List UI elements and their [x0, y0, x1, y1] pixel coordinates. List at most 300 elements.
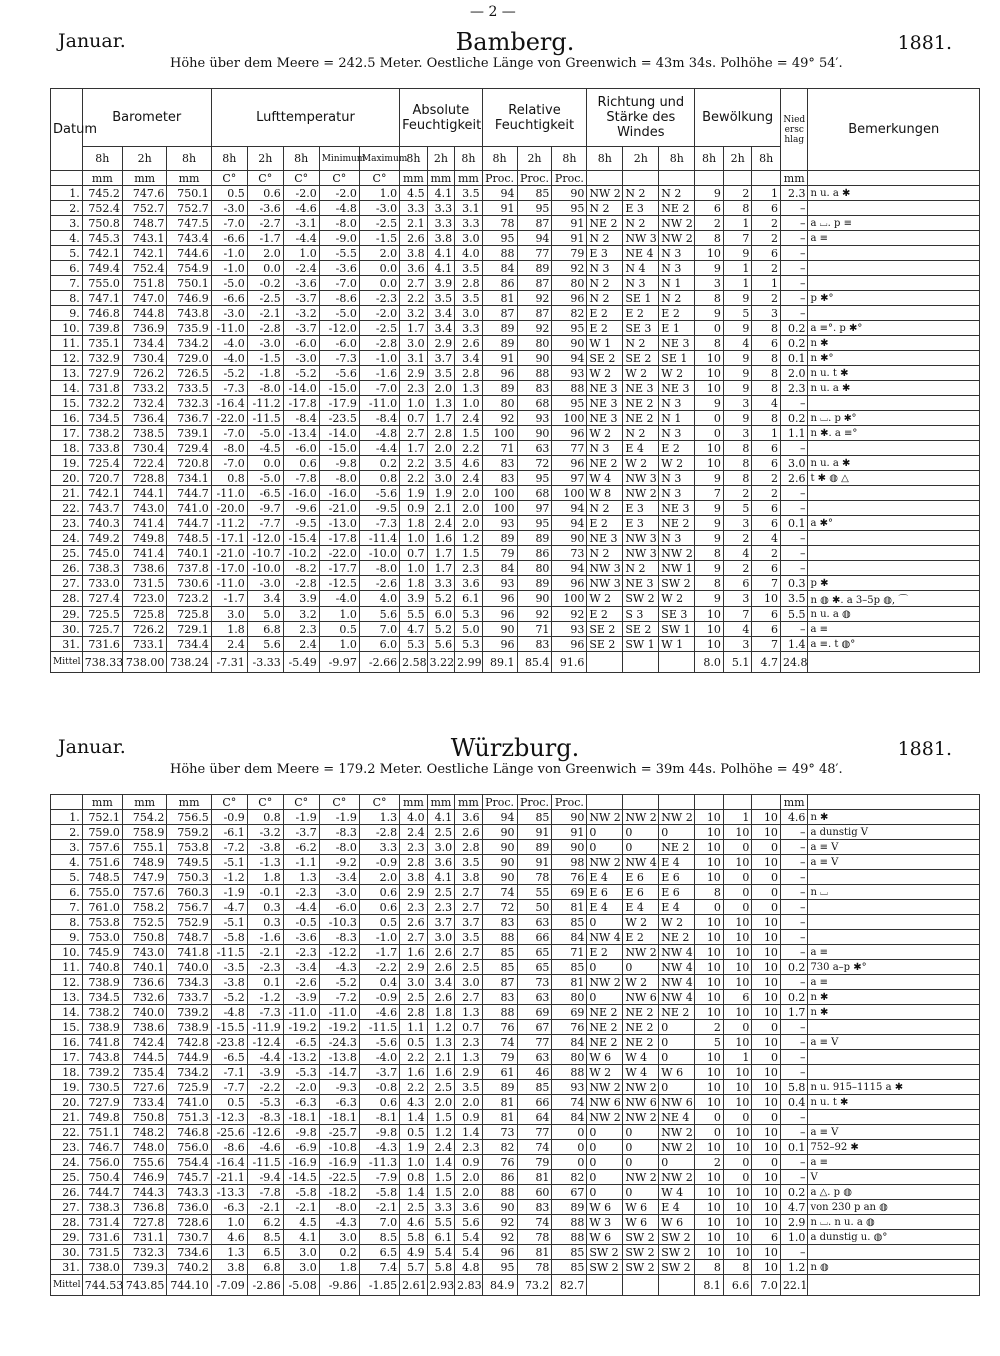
day-cell: 30.: [51, 622, 83, 637]
col-temperatur: Lufttemperatur: [211, 89, 399, 147]
value-cell: 735.1: [82, 336, 122, 351]
table-row: [51, 1110, 980, 1125]
value-cell: 0.2: [780, 1185, 808, 1200]
value-cell: 750.1: [167, 186, 211, 201]
value-cell: 1: [723, 810, 752, 825]
value-cell: -0.9: [211, 810, 247, 825]
mean-cell: 73.2: [517, 1275, 552, 1296]
value-cell: -20.0: [211, 501, 247, 516]
value-cell: 1.3: [211, 1245, 247, 1260]
value-cell: 3.0: [427, 471, 455, 486]
value-cell: W 1: [659, 637, 695, 652]
value-cell: 748.5: [82, 870, 122, 885]
value-cell: NW 2: [659, 546, 695, 561]
table-row: [51, 930, 980, 945]
value-cell: -3.6: [283, 930, 319, 945]
unit-label: C°: [359, 171, 399, 186]
value-cell: NW 2: [587, 1080, 623, 1095]
value-cell: 89: [517, 576, 552, 591]
value-cell: 725.8: [167, 607, 211, 622]
value-cell: 90: [482, 622, 517, 637]
value-cell: 96: [482, 366, 517, 381]
value-cell: –: [780, 825, 808, 840]
value-cell: -16.4: [211, 396, 247, 411]
value-cell: 69: [517, 1005, 552, 1020]
value-cell: 0.2: [319, 1245, 359, 1260]
table-row: [51, 855, 980, 870]
unit-label: mm: [82, 171, 122, 186]
value-cell: N 3: [659, 471, 695, 486]
value-cell: 726.5: [167, 366, 211, 381]
value-cell: 3.0: [400, 975, 428, 990]
value-cell: 0.0: [247, 456, 283, 471]
day-cell: 11.: [51, 960, 83, 975]
value-cell: 3.0: [427, 930, 455, 945]
value-cell: -4.6: [247, 1140, 283, 1155]
value-cell: 10: [695, 825, 724, 840]
value-cell: 10: [695, 990, 724, 1005]
value-cell: E 2: [623, 930, 659, 945]
value-cell: 0: [587, 1155, 623, 1170]
station-title: Würzburg.: [450, 734, 580, 762]
value-cell: NW 4: [659, 975, 695, 990]
value-cell: -2.1: [247, 945, 283, 960]
table-row: [51, 810, 980, 825]
table-row: [51, 456, 980, 471]
table-row: [51, 531, 980, 546]
value-cell: N 2: [623, 216, 659, 231]
value-cell: 3.5: [427, 366, 455, 381]
value-cell: –: [780, 291, 808, 306]
value-cell: 750.3: [167, 870, 211, 885]
value-cell: 743.8: [167, 306, 211, 321]
value-cell: N 2: [659, 186, 695, 201]
value-cell: 0: [723, 840, 752, 855]
col-abs: Absolute Feuchtigkeit: [400, 89, 483, 147]
table-row: [51, 186, 980, 201]
value-cell: 748.7: [122, 216, 166, 231]
remark-cell: [808, 441, 980, 456]
value-cell: -6.6: [211, 231, 247, 246]
value-cell: W 4: [587, 471, 623, 486]
mean-cell: 2.83: [455, 1275, 483, 1296]
value-cell: 2.4: [455, 411, 483, 426]
value-cell: -7.3: [359, 516, 399, 531]
value-cell: NW 2: [659, 1170, 695, 1185]
value-cell: 0: [623, 1185, 659, 1200]
value-cell: 733.7: [167, 990, 211, 1005]
value-cell: 3.5: [455, 855, 483, 870]
value-cell: 747.6: [122, 186, 166, 201]
value-cell: NW 2: [587, 975, 623, 990]
value-cell: -22.0: [211, 411, 247, 426]
value-cell: 1.4: [427, 1155, 455, 1170]
unit-label: mm: [167, 795, 211, 810]
value-cell: 1.6: [400, 1065, 428, 1080]
value-cell: -3.6: [319, 261, 359, 276]
day-cell: 31.: [51, 1260, 83, 1275]
table-row: [51, 1125, 980, 1140]
value-cell: -3.2: [283, 306, 319, 321]
value-cell: 84: [552, 1035, 587, 1050]
mean-cell: 84.9: [482, 1275, 517, 1296]
value-cell: SE 2: [587, 637, 623, 652]
unit-label: C°: [247, 795, 283, 810]
table-row: [51, 261, 980, 276]
value-cell: 0: [752, 1050, 781, 1065]
table-row: [51, 486, 980, 501]
value-cell: 732.2: [82, 396, 122, 411]
value-cell: 2.1: [427, 501, 455, 516]
value-cell: 6: [752, 456, 781, 471]
day-cell: 12.: [51, 975, 83, 990]
day-cell: 14.: [51, 1005, 83, 1020]
value-cell: 95: [552, 201, 587, 216]
value-cell: –: [780, 1125, 808, 1140]
value-cell: 9: [695, 501, 724, 516]
value-cell: E 2: [623, 306, 659, 321]
value-cell: 84: [552, 930, 587, 945]
value-cell: 0: [587, 960, 623, 975]
value-cell: 730.5: [82, 1080, 122, 1095]
day-cell: 12.: [51, 351, 83, 366]
value-cell: 1: [723, 276, 752, 291]
value-cell: 743.0: [122, 945, 166, 960]
value-cell: NW 3: [623, 471, 659, 486]
remark-cell: n ⌴. p ✱°: [808, 411, 980, 426]
value-cell: 742.1: [122, 246, 166, 261]
value-cell: 0.6: [359, 900, 399, 915]
value-cell: -3.1: [283, 216, 319, 231]
table-row: [51, 960, 980, 975]
value-cell: 4: [723, 622, 752, 637]
mean-cell: -9.86: [319, 1275, 359, 1296]
value-cell: –: [780, 261, 808, 276]
value-cell: 88: [552, 1215, 587, 1230]
value-cell: 86: [517, 546, 552, 561]
value-cell: 1.6: [427, 531, 455, 546]
value-cell: 3.8: [427, 231, 455, 246]
hour-label: 2h: [723, 147, 752, 171]
table-row: [51, 501, 980, 516]
value-cell: 0: [587, 915, 623, 930]
value-cell: 2.0: [780, 366, 808, 381]
value-cell: 10: [695, 870, 724, 885]
value-cell: 739.1: [167, 426, 211, 441]
value-cell: 740.1: [122, 960, 166, 975]
value-cell: 6: [695, 201, 724, 216]
value-cell: 753.8: [167, 840, 211, 855]
value-cell: 3.0: [283, 1245, 319, 1260]
value-cell: 2.8: [455, 840, 483, 855]
value-cell: 749.8: [82, 1110, 122, 1125]
value-cell: N 3: [659, 486, 695, 501]
value-cell: -1.5: [247, 351, 283, 366]
mean-cell: 5.1: [723, 652, 752, 673]
value-cell: –: [780, 885, 808, 900]
value-cell: 729.0: [167, 351, 211, 366]
value-cell: -8.0: [319, 471, 359, 486]
value-cell: 734.5: [82, 990, 122, 1005]
mean-label: Mittel: [51, 1275, 83, 1296]
value-cell: E 3: [587, 246, 623, 261]
value-cell: 3.4: [427, 306, 455, 321]
value-cell: 80: [517, 336, 552, 351]
value-cell: 92: [482, 411, 517, 426]
mean-cell: 2.61: [400, 1275, 428, 1296]
value-cell: 753.0: [82, 930, 122, 945]
value-cell: 3: [723, 591, 752, 607]
mean-cell: [587, 652, 623, 673]
value-cell: W 2: [587, 1065, 623, 1080]
value-cell: -5.0: [319, 306, 359, 321]
remark-cell: [808, 1050, 980, 1065]
value-cell: 749.8: [122, 531, 166, 546]
value-cell: 93: [482, 576, 517, 591]
value-cell: 2.1: [400, 216, 428, 231]
value-cell: 89: [482, 531, 517, 546]
value-cell: -4.0: [211, 351, 247, 366]
value-cell: 2.8: [455, 276, 483, 291]
value-cell: 78: [517, 1260, 552, 1275]
value-cell: -17.8: [283, 396, 319, 411]
value-cell: N 1: [659, 411, 695, 426]
value-cell: 0.7: [400, 411, 428, 426]
value-cell: -2.0: [359, 306, 399, 321]
table-row: [51, 1170, 980, 1185]
value-cell: SW 1: [659, 622, 695, 637]
page-number: — 2 —: [470, 4, 516, 20]
value-cell: -15.0: [319, 381, 359, 396]
value-cell: 10: [695, 855, 724, 870]
value-cell: 743.0: [122, 501, 166, 516]
value-cell: 752.7: [167, 201, 211, 216]
remark-cell: a ≡ V: [808, 840, 980, 855]
value-cell: -5.2: [211, 990, 247, 1005]
value-cell: 8: [695, 231, 724, 246]
value-cell: 10: [752, 1125, 781, 1140]
value-cell: E 1: [659, 321, 695, 336]
value-cell: 2.2: [400, 291, 428, 306]
value-cell: 10: [695, 1215, 724, 1230]
value-cell: 80: [517, 561, 552, 576]
value-cell: -4.4: [359, 441, 399, 456]
station-title: Bamberg.: [455, 28, 575, 56]
value-cell: 96: [552, 291, 587, 306]
value-cell: 94: [482, 186, 517, 201]
value-cell: 0: [623, 1125, 659, 1140]
value-cell: 3: [723, 516, 752, 531]
value-cell: NW 1: [659, 561, 695, 576]
value-cell: 71: [552, 945, 587, 960]
value-cell: 750.8: [122, 1110, 166, 1125]
value-cell: 736.9: [122, 321, 166, 336]
value-cell: SW 1: [623, 637, 659, 652]
value-cell: -4.0: [211, 336, 247, 351]
value-cell: 2.4: [400, 825, 428, 840]
value-cell: NE 3: [587, 396, 623, 411]
value-cell: NE 2: [587, 456, 623, 471]
value-cell: E 2: [659, 306, 695, 321]
value-cell: NW 2: [659, 216, 695, 231]
value-cell: 3.7: [455, 915, 483, 930]
value-cell: -17.9: [319, 396, 359, 411]
value-cell: -2.5: [247, 291, 283, 306]
value-cell: -11.0: [359, 396, 399, 411]
value-cell: -1.3: [247, 855, 283, 870]
mean-cell: -1.85: [359, 1275, 399, 1296]
value-cell: 78: [517, 870, 552, 885]
day-cell: 16.: [51, 411, 83, 426]
value-cell: 3.4: [247, 591, 283, 607]
value-cell: NW 2: [659, 1140, 695, 1155]
value-cell: -8.0: [319, 216, 359, 231]
value-cell: -3.6: [283, 276, 319, 291]
col-nieder: Niederschlag: [780, 89, 808, 171]
value-cell: 92: [552, 607, 587, 622]
value-cell: 90: [552, 840, 587, 855]
table-row: [51, 622, 980, 637]
value-cell: -7.0: [211, 426, 247, 441]
hour-label: 8h: [482, 147, 517, 171]
value-cell: 0: [695, 411, 724, 426]
value-cell: 91: [552, 825, 587, 840]
value-cell: 1.3: [359, 810, 399, 825]
value-cell: 9: [695, 561, 724, 576]
value-cell: 10: [695, 1140, 724, 1155]
value-cell: W 2: [623, 975, 659, 990]
value-cell: 50: [517, 900, 552, 915]
value-cell: 0: [587, 840, 623, 855]
value-cell: 733.5: [167, 381, 211, 396]
value-cell: 91: [552, 216, 587, 231]
value-cell: -13.4: [283, 426, 319, 441]
value-cell: 96: [552, 637, 587, 652]
value-cell: -8.0: [319, 840, 359, 855]
value-cell: 9: [723, 366, 752, 381]
value-cell: 95: [517, 471, 552, 486]
value-cell: -2.4: [283, 261, 319, 276]
table-row: [51, 276, 980, 291]
value-cell: 1.0: [400, 561, 428, 576]
value-cell: 3.9: [283, 591, 319, 607]
value-cell: 3: [752, 306, 781, 321]
value-cell: 2: [723, 531, 752, 546]
value-cell: 6.0: [359, 637, 399, 652]
value-cell: 3.9: [400, 591, 428, 607]
value-cell: 720.7: [82, 471, 122, 486]
remark-cell: [808, 306, 980, 321]
value-cell: -1.9: [319, 810, 359, 825]
value-cell: E 4: [659, 1200, 695, 1215]
mean-cell: 743.85: [122, 1275, 166, 1296]
remark-cell: n ✱. a ≡°: [808, 426, 980, 441]
value-cell: -17.0: [211, 561, 247, 576]
table-row: [51, 1020, 980, 1035]
value-cell: 746.7: [82, 1140, 122, 1155]
value-cell: 6: [752, 441, 781, 456]
value-cell: –: [780, 840, 808, 855]
value-cell: 95: [552, 321, 587, 336]
value-cell: 3.6: [455, 810, 483, 825]
value-cell: 9: [695, 306, 724, 321]
value-cell: -10.7: [247, 546, 283, 561]
value-cell: 83: [482, 471, 517, 486]
value-cell: 95: [482, 231, 517, 246]
value-cell: 0.6: [359, 1095, 399, 1110]
value-cell: -6.6: [211, 291, 247, 306]
value-cell: 746.9: [167, 291, 211, 306]
value-cell: 1.8: [400, 516, 428, 531]
hour-label: 8h: [695, 147, 724, 171]
value-cell: -2.6: [283, 975, 319, 990]
remark-cell: [808, 870, 980, 885]
remark-cell: 730 a–p ✱°: [808, 960, 980, 975]
value-cell: 5.3: [455, 607, 483, 622]
day-cell: 11.: [51, 336, 83, 351]
value-cell: 727.6: [122, 1080, 166, 1095]
mean-cell: [808, 652, 980, 673]
value-cell: 1.2: [427, 1020, 455, 1035]
value-cell: 0.4: [780, 1095, 808, 1110]
value-cell: 749.4: [82, 261, 122, 276]
value-cell: 750.8: [122, 930, 166, 945]
value-cell: -7.3: [247, 1005, 283, 1020]
value-cell: 5.8: [780, 1080, 808, 1095]
table-row: [51, 576, 980, 591]
value-cell: -12.0: [319, 321, 359, 336]
value-cell: 1.3: [283, 870, 319, 885]
value-cell: 3.6: [455, 576, 483, 591]
value-cell: 0: [723, 870, 752, 885]
value-cell: 85: [482, 960, 517, 975]
value-cell: -1.0: [359, 930, 399, 945]
value-cell: 8: [695, 336, 724, 351]
value-cell: 1.3: [455, 1050, 483, 1065]
value-cell: 2.4: [455, 471, 483, 486]
unit-label: C°: [247, 171, 283, 186]
value-cell: N 3: [623, 276, 659, 291]
value-cell: 5: [723, 501, 752, 516]
value-cell: -14.0: [319, 426, 359, 441]
value-cell: 74: [552, 1095, 587, 1110]
value-cell: 77: [517, 1125, 552, 1140]
value-cell: -3.0: [211, 306, 247, 321]
value-cell: E 6: [623, 885, 659, 900]
value-cell: 78: [482, 216, 517, 231]
value-cell: -12.0: [247, 531, 283, 546]
value-cell: 2.0: [455, 516, 483, 531]
unit-label: Proc.: [552, 171, 587, 186]
value-cell: NW 2: [587, 1110, 623, 1125]
value-cell: 10: [723, 825, 752, 840]
value-cell: -11.0: [319, 1005, 359, 1020]
value-cell: -5.0: [211, 276, 247, 291]
value-cell: 10: [752, 990, 781, 1005]
value-cell: 735.4: [122, 1065, 166, 1080]
day-cell: 1.: [51, 810, 83, 825]
value-cell: 0.4: [359, 975, 399, 990]
value-cell: 0.5: [211, 186, 247, 201]
value-cell: 1: [752, 276, 781, 291]
value-cell: 83: [517, 1200, 552, 1215]
mean-cell: 82.7: [552, 1275, 587, 1296]
value-cell: 10: [695, 1005, 724, 1020]
remark-cell: [808, 246, 980, 261]
day-cell: 2.: [51, 825, 83, 840]
value-cell: 0: [623, 960, 659, 975]
value-cell: -21.0: [211, 546, 247, 561]
